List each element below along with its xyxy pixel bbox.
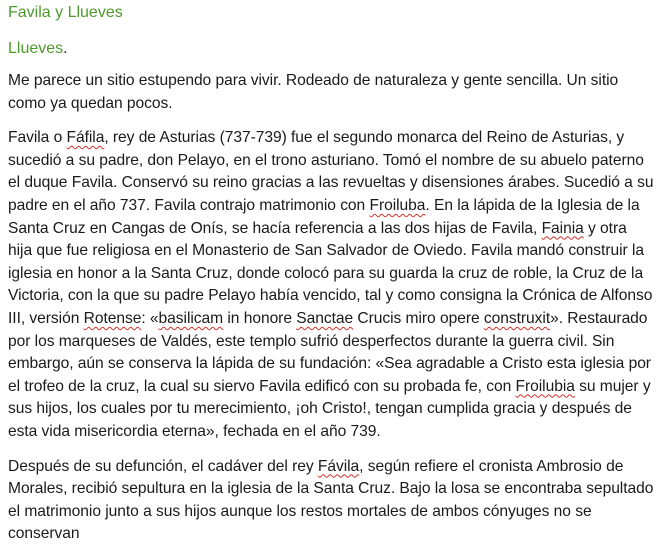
burial-paragraph	[8, 456, 655, 546]
text-run: Crucis miro opere	[353, 309, 484, 327]
text-run: Favila o	[8, 129, 67, 147]
subtitle-text: Llueves	[8, 40, 64, 57]
spellcheck-word[interactable]: Fáfila	[66, 129, 105, 147]
text-run: : «	[141, 309, 159, 327]
text-run: Después de su defunción, el cadáver del rey	[8, 457, 318, 475]
spellcheck-word[interactable]: Froiluba	[369, 196, 426, 214]
spellcheck-word[interactable]: Froilubia	[515, 377, 575, 395]
text-run: . En la lápida de la Iglesia de la Santa Cruz en Cangas de Onís, se hacía referencia a las dos hijas de Favila,	[8, 196, 640, 237]
text-run: , según refiere el cronista Ambrosio de Morales, recibió sepultura en la iglesia de la Santa Cruz. Bajo la losa se encontraba sepultado el matrimonio junto a sus hijos aunque los restos mortales de ambos cónyuges no se conservan	[8, 457, 654, 543]
document-title: Favila y Llueves	[8, 4, 123, 21]
text-run: in honore	[223, 309, 297, 327]
spellcheck-word[interactable]: basilicam	[158, 309, 224, 327]
spellcheck-word[interactable]: Rotense	[83, 309, 142, 327]
favila-paragraph	[8, 127, 655, 443]
spellcheck-word[interactable]: Fávila	[317, 457, 360, 475]
document-subtitle	[8, 38, 655, 60]
text-run: ». Restaurado por los marqueses de Valdés, este templo sufrió desperfectos durante la guerra civil. Sin embargo, aún se conserva la lápida de su fundación: «Sea agradable a Cristo esta iglesia por el trofeo de la cruz, la cual su siervo Favila edificó con su probada fe, con	[8, 309, 651, 395]
spellcheck-word[interactable]: Fainia	[541, 219, 584, 237]
subtitle-period: .	[63, 40, 68, 57]
spellcheck-word[interactable]: Sanctae	[296, 309, 354, 327]
text-run: , rey de Asturias (737-739) fue el segundo monarca del Reino de Asturias, y sucedió a su padre, don Pelayo, en el trono asturiano. Tomó el nombre de su abuelo paterno el duque Favila. Conservó su reino gracias a las revueltas y disensiones árabes. Sucedió a su padre en el año 737. Favila contrajo matrimonio con	[8, 129, 654, 214]
spellcheck-word[interactable]: construxit	[483, 309, 551, 327]
text-run: su mujer y sus hijos, los cuales por tu merecimiento, ¡oh Cristo!, tengan cumplida gracia y después de esta vida misericordia eterna», fechada en el año 739.	[8, 377, 651, 440]
intro-paragraph: Me parece un sitio estupendo para vivir. Rodeado de naturaleza y gente sencilla. Un sitio como ya quedan pocos.	[8, 72, 619, 112]
text-run: y otra hija que fue religiosa en el Monasterio de San Salvador de Oviedo. Favila mandó construir la iglesia en honor a la Santa Cruz, donde colocó para su guarda la cruz de roble, la Cruz de la Victoria, con la que su padre Pelayo había vencido, tal y como consigna la Crónica de Alfonso III, versión	[8, 219, 653, 327]
document-page[interactable]	[0, 2, 669, 543]
